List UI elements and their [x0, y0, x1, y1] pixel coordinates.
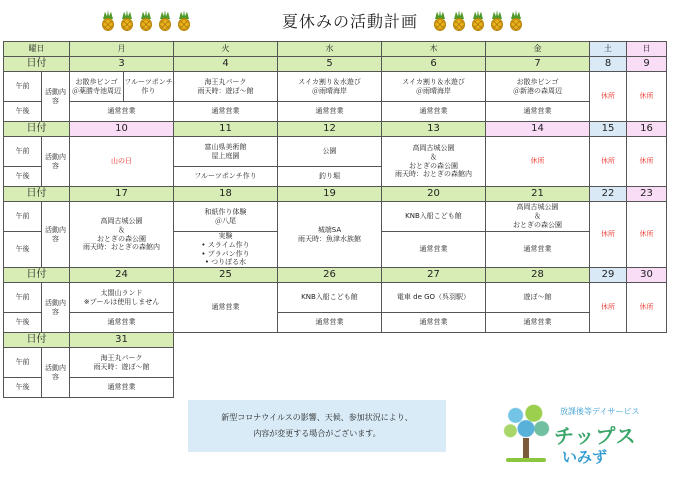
pineapple-icon [508, 10, 524, 32]
closed-cell: 休所 [627, 283, 667, 333]
pm-label: 午後 [4, 102, 42, 122]
closed-cell: 休所 [486, 137, 590, 187]
date-cell: 21 [486, 187, 590, 202]
date-cell-sun: 16 [627, 122, 667, 137]
activity-cell: フルーツポンチ作り [124, 72, 174, 102]
activity-cell: お散歩ビンゴ ＠新港の森周辺 [486, 72, 590, 102]
activity-cell: 海王丸パーク 雨天時：遊ぼ〜館 [174, 72, 278, 102]
date-cell: 28 [486, 268, 590, 283]
pineapple-icon [489, 10, 505, 32]
activity-cell: KNB入船こども館 [278, 283, 382, 313]
pm-label: 午後 [4, 313, 42, 333]
pineapple-icon [432, 10, 448, 32]
date-row [4, 268, 667, 283]
activity-label: 活動内容 [42, 137, 70, 187]
closed-cell: 休所 [627, 72, 667, 122]
notice-box [188, 400, 446, 452]
activity-cell: 和紙作り体験 ＠八尾 [174, 202, 278, 232]
am-label: 午前 [4, 137, 42, 167]
date-cell: 19 [278, 187, 382, 202]
logo-name: チップス [554, 424, 637, 448]
page-header [0, 0, 700, 38]
pm-label: 午後 [4, 378, 42, 398]
date-label: 日付 [4, 122, 70, 137]
date-cell-sat: 29 [590, 268, 627, 283]
pineapple-icon [451, 10, 467, 32]
closed-cell: 休所 [590, 202, 627, 268]
date-row [4, 122, 667, 137]
weekday-mon: 月 [70, 42, 174, 57]
holiday-cell: 山の日 [70, 137, 174, 187]
weekday-thu: 木 [382, 42, 486, 57]
pm-row [4, 102, 667, 122]
weekday-tue: 火 [174, 42, 278, 57]
activity-cell: 通常営業 [486, 102, 590, 122]
am-row [4, 202, 667, 232]
date-cell: 31 [70, 333, 174, 348]
activity-cell: 釣り堀 [278, 167, 382, 187]
activity-cell: 公園 [278, 137, 382, 167]
date-cell: 7 [486, 57, 590, 72]
date-cell: 5 [278, 57, 382, 72]
date-cell: 6 [382, 57, 486, 72]
notice-line: 新型コロナウイルスの影響、天候、参加状況により、 [221, 413, 413, 422]
pm-label: 午後 [4, 232, 42, 268]
activity-cell: 電車 de GO（呉羽駅） [382, 283, 486, 313]
am-label: 午前 [4, 283, 42, 313]
am-label: 午前 [4, 348, 42, 378]
activity-cell: 城端SA 雨天時：魚津水族館 [278, 202, 382, 268]
closed-cell: 休所 [627, 202, 667, 268]
activity-label: 活動内容 [42, 283, 70, 333]
date-cell: 4 [174, 57, 278, 72]
activity-cell: 富山県美術館 屋上庭園 [174, 137, 278, 167]
activity-cell: 通常営業 [174, 102, 278, 122]
date-cell-sat: 15 [590, 122, 627, 137]
date-cell-holiday: 14 [486, 122, 590, 137]
closed-cell: 休所 [590, 137, 627, 187]
schedule-table [3, 41, 667, 398]
closed-cell: 休所 [627, 137, 667, 187]
activity-cell: 通常営業 [174, 283, 278, 333]
activity-cell: 通常営業 [382, 102, 486, 122]
date-cell-sat: 22 [590, 187, 627, 202]
date-label: 日付 [4, 268, 70, 283]
weekday-sun: 日 [627, 42, 667, 57]
pm-label: 午後 [4, 167, 42, 187]
closed-cell: 休所 [590, 283, 627, 333]
notice-line: 内容が変更する場合がございます。 [253, 429, 381, 438]
date-row [4, 57, 667, 72]
activity-cell: 高岡古城公園 ＆ おとぎの森公園 雨天時：おとぎの森館内 [70, 202, 174, 268]
am-row [4, 348, 667, 378]
activity-cell: 通常営業 [70, 378, 174, 398]
weekday-sat: 土 [590, 42, 627, 57]
tree-icon [496, 400, 556, 462]
activity-cell: 通常営業 [70, 102, 174, 122]
date-cell-holiday: 10 [70, 122, 174, 137]
date-cell: 12 [278, 122, 382, 137]
activity-cell: 通常営業 [278, 102, 382, 122]
date-cell: 27 [382, 268, 486, 283]
date-cell: 18 [174, 187, 278, 202]
date-cell-sun: 23 [627, 187, 667, 202]
activity-cell: 通常営業 [486, 232, 590, 268]
activity-label: 活動内容 [42, 202, 70, 268]
date-cell: 13 [382, 122, 486, 137]
activity-cell: 通常営業 [382, 313, 486, 333]
logo-subtitle: 放課後等デイサービス [560, 407, 640, 416]
date-cell: 11 [174, 122, 278, 137]
activity-cell: 実験 • スライム作り • ブラバン作り • つりぼる水 [174, 232, 278, 268]
activity-cell: 通常営業 [486, 313, 590, 333]
activity-cell: スイカ割り＆水遊び ＠雨晴海岸 [382, 72, 486, 102]
activity-cell: 通常営業 [70, 313, 174, 333]
date-cell: 17 [70, 187, 174, 202]
date-cell-sat: 8 [590, 57, 627, 72]
date-cell: 26 [278, 268, 382, 283]
date-cell: 3 [70, 57, 174, 72]
pm-row [4, 313, 667, 333]
activity-cell: スイカ割り＆水遊び ＠雨晴海岸 [278, 72, 382, 102]
page-title: 夏休みの活動計画 [281, 12, 418, 31]
am-row [4, 283, 667, 313]
date-row [4, 187, 667, 202]
activity-cell: 遊ぼ〜館 [486, 283, 590, 313]
weekday-label: 曜日 [4, 42, 70, 57]
logo-name-2: いみず [562, 448, 608, 466]
date-cell: 24 [70, 268, 174, 283]
activity-cell: 高岡古城公園 ＆ おとぎの森公園 [486, 202, 590, 232]
date-cell-sun: 9 [627, 57, 667, 72]
activity-cell: 太閤山ランド ※プールは使用しません [70, 283, 174, 313]
activity-cell: 高岡古城公園 ＆ おとぎの森公園 雨天時：おとぎの森館内 [382, 137, 486, 187]
activity-cell: お散歩ビンゴ ＠薬勝寺池周辺 [70, 72, 124, 102]
am-label: 午前 [4, 72, 42, 102]
am-row [4, 137, 667, 167]
activity-cell: KNB入船こども館 [382, 202, 486, 232]
date-cell: 25 [174, 268, 278, 283]
closed-cell: 休所 [590, 72, 627, 122]
weekday-header-row [4, 42, 667, 57]
pineapple-icon [470, 10, 486, 32]
company-logo [488, 398, 658, 478]
activity-cell: フルーツポンチ作り [174, 167, 278, 187]
activity-cell: 海王丸パーク 雨天時：遊ぼ〜館 [70, 348, 174, 378]
activity-label: 活動内容 [42, 72, 70, 122]
am-row [4, 72, 667, 102]
pineapple-decoration-right [432, 10, 524, 32]
activity-cell: 通常営業 [382, 232, 486, 268]
am-label: 午前 [4, 202, 42, 232]
date-cell: 20 [382, 187, 486, 202]
weekday-fri: 金 [486, 42, 590, 57]
date-cell-sun: 30 [627, 268, 667, 283]
date-label: 日付 [4, 187, 70, 202]
activity-label: 活動内容 [42, 348, 70, 398]
weekday-wed: 水 [278, 42, 382, 57]
date-label: 日付 [4, 57, 70, 72]
activity-cell: 通常営業 [278, 313, 382, 333]
date-row [4, 333, 667, 348]
date-label: 日付 [4, 333, 70, 348]
